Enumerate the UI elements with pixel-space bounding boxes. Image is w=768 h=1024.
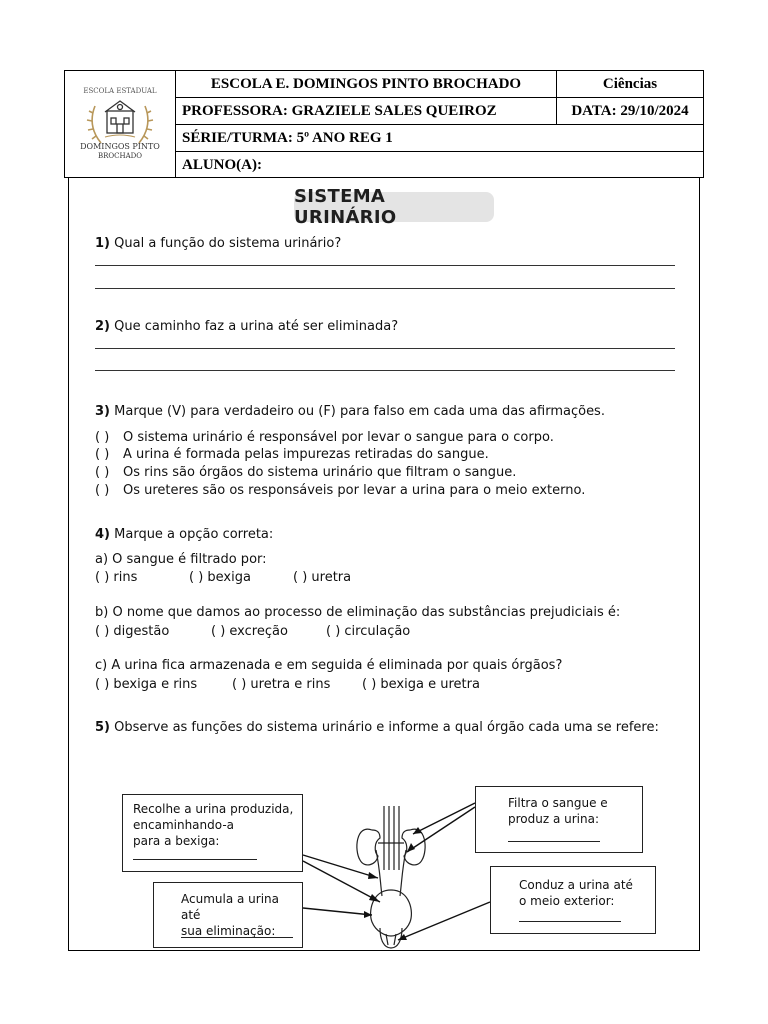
school-logo-cell	[65, 71, 176, 178]
answer-line[interactable]	[95, 370, 675, 371]
q4b-option[interactable]: ( ) excreção	[211, 624, 288, 639]
left-ureter	[376, 850, 382, 896]
callout-bottom-left	[153, 882, 303, 948]
q4c-option[interactable]: ( ) uretra e rins	[232, 677, 331, 692]
tf-statement: Os ureteres são os responsáveis por levar a urina para o meio externo.	[123, 483, 586, 498]
logo-bottom-line1: DOMINGOS PINTO	[80, 142, 160, 151]
q1-text: Qual a função do sistema urinário?	[114, 236, 342, 251]
q4b-text: b) O nome que damos ao processo de eliminação das substâncias prejudiciais é:	[95, 605, 621, 620]
q3-number: 3)	[95, 404, 110, 419]
tf-checkbox[interactable]: ( )	[95, 430, 110, 445]
callout-text: Conduz a urina até o meio exterior:	[519, 878, 633, 908]
vena-cava	[394, 806, 399, 870]
header-row-student	[175, 152, 703, 178]
tf-checkbox[interactable]: ( )	[95, 465, 110, 480]
arrow-lines	[303, 803, 490, 940]
question-2	[95, 319, 398, 334]
q4-text: Marque a opção correta:	[114, 527, 274, 542]
tf-statement: A urina é formada pelas impurezas retiradas do sangue.	[123, 447, 489, 462]
answer-blank[interactable]	[133, 859, 257, 860]
q1-number: 1)	[95, 236, 110, 251]
callout-text: Recolhe a urina produzida, encaminhando-a para a bexiga:	[133, 802, 294, 848]
logo-top-text: ESCOLA ESTADUAL	[83, 87, 157, 95]
answer-blank[interactable]	[181, 937, 293, 938]
q4c-option[interactable]: ( ) bexiga e rins	[95, 677, 198, 692]
q2-number: 2)	[95, 319, 110, 334]
student-label[interactable]: ALUNO(A):	[182, 156, 262, 173]
question-1	[95, 236, 341, 251]
callout-text: Acumula a urina até sua eliminação:	[181, 892, 279, 938]
tf-item[interactable]	[95, 430, 554, 445]
header-row-grade	[175, 125, 703, 152]
answer-blank[interactable]	[519, 921, 621, 922]
bladder	[371, 890, 412, 936]
page-title: SISTEMA URINÁRIO	[294, 192, 494, 222]
q4c-text: c) A urina fica armazenada e em seguida é eliminada por quais órgãos?	[95, 658, 563, 673]
answer-line[interactable]	[95, 348, 675, 349]
callout-text: Filtra o sangue e produz a urina:	[508, 796, 608, 826]
q4c-option[interactable]: ( ) bexiga e uretra	[362, 677, 480, 692]
q4a-option[interactable]: ( ) rins	[95, 570, 138, 585]
q4b-option[interactable]: ( ) circulação	[326, 624, 411, 639]
tf-statement: O sistema urinário é responsável por levar o sangue para o corpo.	[123, 430, 554, 445]
school-building-icon	[105, 101, 135, 133]
q4-number: 4)	[95, 527, 110, 542]
tf-checkbox[interactable]: ( )	[95, 483, 110, 498]
tf-item[interactable]	[95, 483, 585, 498]
tf-item[interactable]	[95, 465, 516, 480]
right-ureter	[400, 850, 406, 896]
date: DATA: 29/10/2024	[556, 98, 703, 124]
tf-item[interactable]	[95, 447, 489, 462]
school-logo	[65, 71, 175, 178]
header-row-school	[175, 71, 703, 98]
answer-blank[interactable]	[508, 841, 600, 842]
answer-line[interactable]	[95, 265, 675, 266]
q3-text: Marque (V) para verdadeiro ou (F) para falso em cada uma das afirmações.	[114, 404, 605, 419]
subject: Ciências	[556, 71, 703, 97]
tf-checkbox[interactable]: ( )	[95, 447, 110, 462]
callout-top-right	[475, 786, 643, 853]
question-4	[95, 527, 273, 542]
tf-statement: Os rins são órgãos do sistema urinário que filtram o sangue.	[123, 465, 517, 480]
aorta	[384, 806, 389, 870]
callout-top-left	[122, 794, 303, 872]
question-3	[95, 404, 605, 419]
header-row-teacher	[175, 98, 703, 125]
q5-text: Observe as funções do sistema urinário e informe a qual órgão cada uma se refere:	[114, 720, 659, 735]
q4a-text: a) O sangue é filtrado por:	[95, 552, 267, 567]
q4b-option[interactable]: ( ) digestão	[95, 624, 170, 639]
answer-line[interactable]	[95, 288, 675, 289]
logo-bottom-line2: BROCHADO	[97, 152, 143, 160]
header-table	[64, 70, 704, 178]
school-name: ESCOLA E. DOMINGOS PINTO BROCHADO	[210, 75, 522, 92]
q4a-option[interactable]: ( ) bexiga	[189, 570, 251, 585]
grade: SÉRIE/TURMA: 5º ANO REG 1	[182, 129, 393, 146]
teacher-name: PROFESSORA: GRAZIELE SALES QUEIROZ	[182, 102, 497, 119]
q2-text: Que caminho faz a urina até ser eliminada?	[114, 319, 399, 334]
left-kidney	[357, 829, 380, 865]
q5-number: 5)	[95, 720, 110, 735]
question-5	[95, 720, 659, 735]
q4a-option[interactable]: ( ) uretra	[293, 570, 352, 585]
callout-bottom-right	[490, 866, 656, 934]
